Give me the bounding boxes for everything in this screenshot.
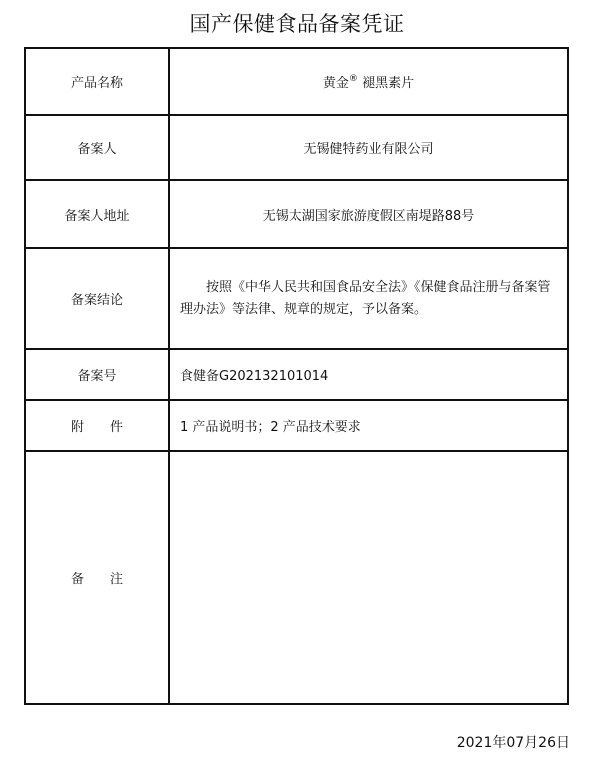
- label-product-name: 产品名称: [25, 48, 169, 115]
- row-product-name: [25, 48, 568, 115]
- value-number: 食健备G202132101014: [169, 349, 568, 400]
- row-remarks: [25, 451, 568, 704]
- label-number: 备案号: [25, 349, 169, 400]
- document-title: 国产保健食品备案凭证: [189, 12, 405, 36]
- row-number: [25, 349, 568, 400]
- product-brand: 黄金: [322, 76, 349, 91]
- label-remarks: 备 注: [25, 451, 169, 704]
- row-conclusion: [25, 248, 568, 349]
- value-product-name: [169, 48, 568, 115]
- value-attachments: 1 产品说明书；2 产品技术要求: [169, 400, 568, 451]
- row-filer: [25, 115, 568, 180]
- issue-date: 2021年07月26日: [456, 735, 570, 751]
- value-filer: 无锡健特药业有限公司: [169, 115, 568, 180]
- row-attachments: [25, 400, 568, 451]
- label-conclusion: 备案结论: [25, 248, 169, 349]
- row-address: [25, 180, 568, 248]
- label-address: 备案人地址: [25, 180, 169, 248]
- value-remarks: [169, 451, 568, 704]
- registered-mark: ®: [348, 74, 358, 84]
- label-attachments: 附 件: [25, 400, 169, 451]
- value-conclusion: [169, 248, 568, 349]
- label-filer: 备案人: [25, 115, 169, 180]
- value-address: 无锡太湖国家旅游度假区南堤路88号: [169, 180, 568, 248]
- product-name-rest: 褪黑素片: [362, 76, 415, 91]
- conclusion-text: 按照《中华人民共和国食品安全法》《保健食品注册与备案管理办法》等法律、规章的规定，予以备案。: [180, 279, 551, 317]
- filing-table: [24, 47, 569, 705]
